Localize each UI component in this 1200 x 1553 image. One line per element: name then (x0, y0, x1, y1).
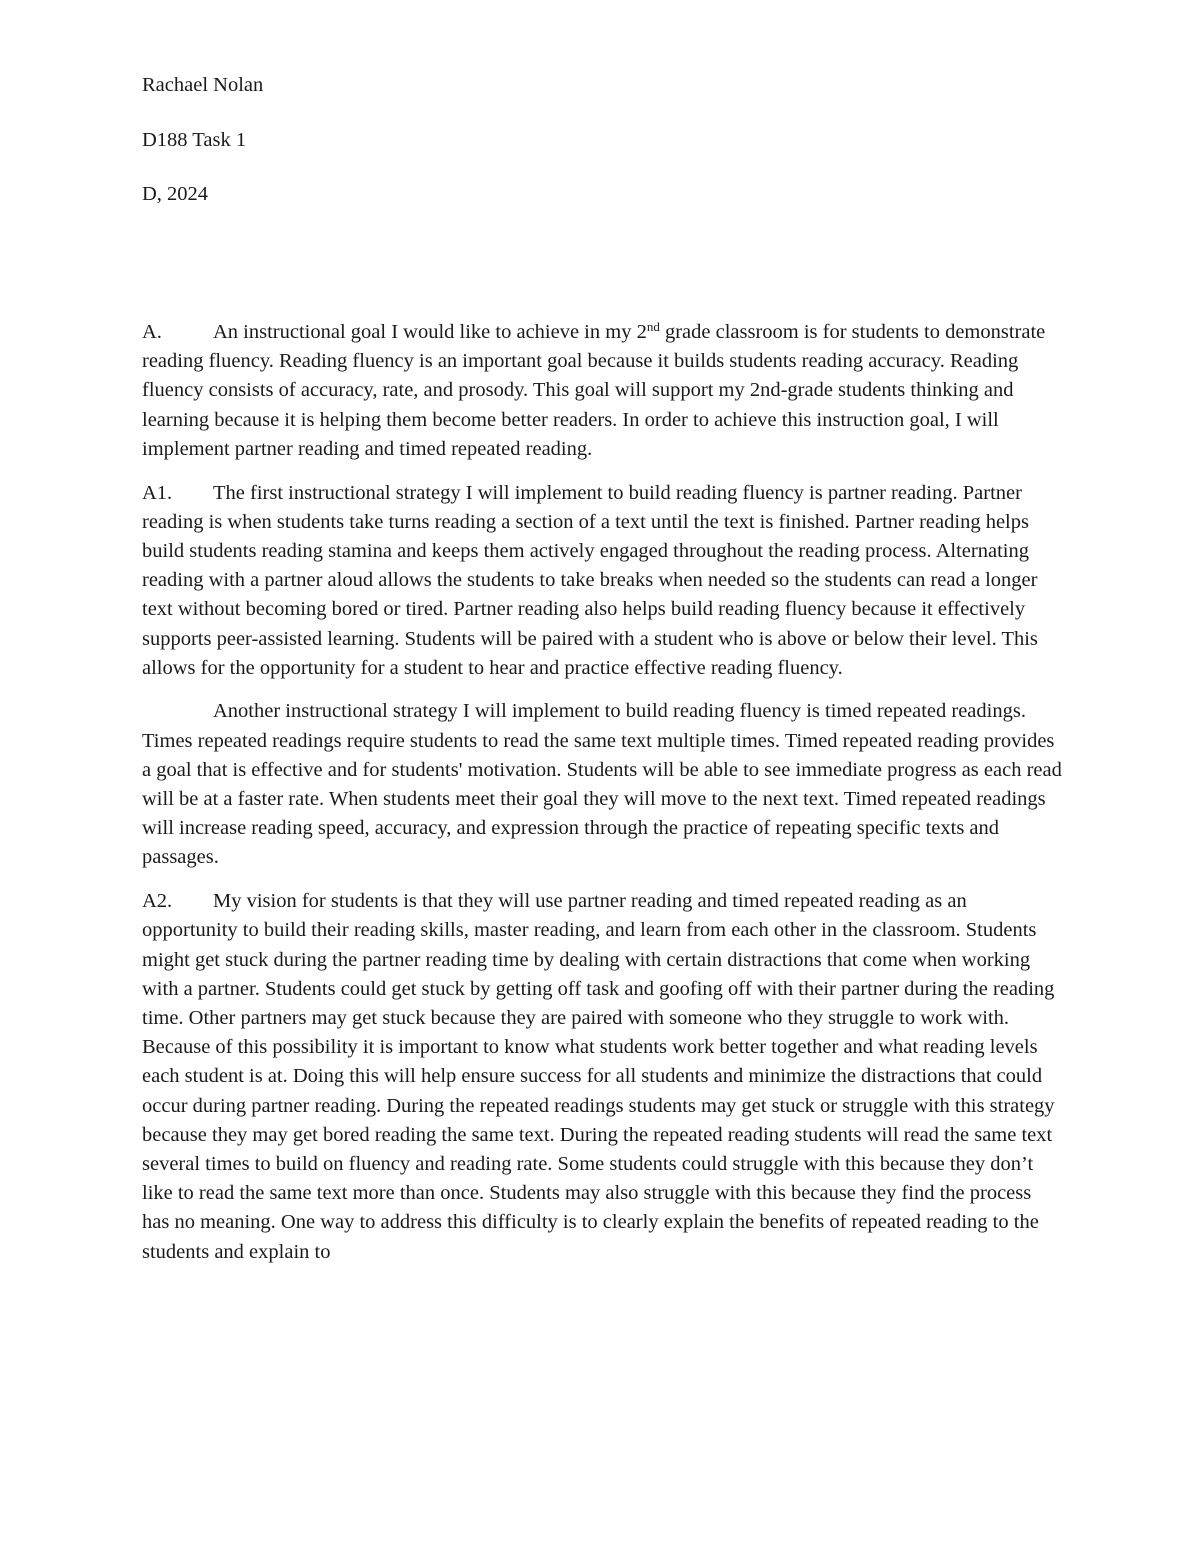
section-a2-paragraph (142, 887, 1062, 1267)
section-a-text-start: An instructional goal I would like to achieve in my 2 (213, 321, 647, 343)
document-body (142, 318, 1062, 1281)
section-a2-text: My vision for students is that they will use partner reading and timed repeated reading as an opportunity to build their reading skills, master reading, and learn from each other in the classroom. Students might get stuck during the partner reading time by dealing with certain distractions that come when working with a partner. Students could get stuck by getting off task and goofing off with their partner during the reading time. Other partners may get stuck because they are paired with someone who they struggle to work with. Because of this possibility it is important to know what students work better together and what reading levels each student is at. Doing this will help ensure success for all students and minimize the distractions that could occur during partner reading. During the repeated readings students may get stuck or struggle with this strategy because they may get bored reading the same text. During the repeated reading students will read the same text several times to build on fluency and reading rate. Some students could struggle with this because they don’t like to read the same text more than once. Students may also struggle with this because they find the process has no meaning. One way to address this difficulty is to clearly explain the benefits of repeated reading to the students and explain to (142, 890, 1055, 1263)
section-a-text-end: grade classroom is for students to demonstrate reading fluency. Reading fluency is an important goal because it builds students reading accuracy. Reading fluency consists of accuracy, rate, and prosody. This goal will support my 2nd-grade students thinking and learning because it is helping them become better readers. In order to achieve this instruction goal, I will implement partner reading and timed repeated reading. (142, 321, 1046, 460)
section-a2-label: A2. (142, 890, 173, 913)
section-a1-label: A1. (142, 481, 173, 504)
section-a-paragraph (142, 318, 1062, 464)
section-a-label: A. (142, 321, 162, 343)
ordinal-superscript: nd (646, 319, 660, 334)
date-line: D, 2024 (142, 183, 209, 205)
section-a1-second-paragraph (142, 697, 1062, 872)
author-name: Rachael Nolan (142, 74, 264, 96)
section-a1-text: The first instructional strategy I will implement to build reading fluency is partner reading. Partner reading is when students take turns reading a section of a text until the text is finished. Partner reading helps build students reading stamina and keeps them actively engaged throughout the reading process. Alternating reading with a partner aloud allows the students to take breaks when needed so the students can read a longer text without becoming bored or tired. Partner reading also helps build reading fluency because it effectively supports peer-assisted learning. Students will be paired with a student who is above or below their level. This allows for the opportunity for a student to hear and practice effective reading fluency. (142, 481, 1038, 679)
section-a1-paragraph (142, 479, 1062, 683)
course-title: D188 Task 1 (142, 129, 247, 151)
section-a1-second-text: Another instructional strategy I will implement to build reading fluency is timed repeated readings. Times repeated readings require students to read the same text multiple times. Timed repeated reading provides a goal that is effective and for students' motivation. Students will be able to see immediate progress as each read will be at a faster rate. When students meet their goal they will move to the next text. Timed repeated readings will increase reading speed, accuracy, and expression through the practice of repeating specific texts and passages. (142, 700, 1062, 869)
